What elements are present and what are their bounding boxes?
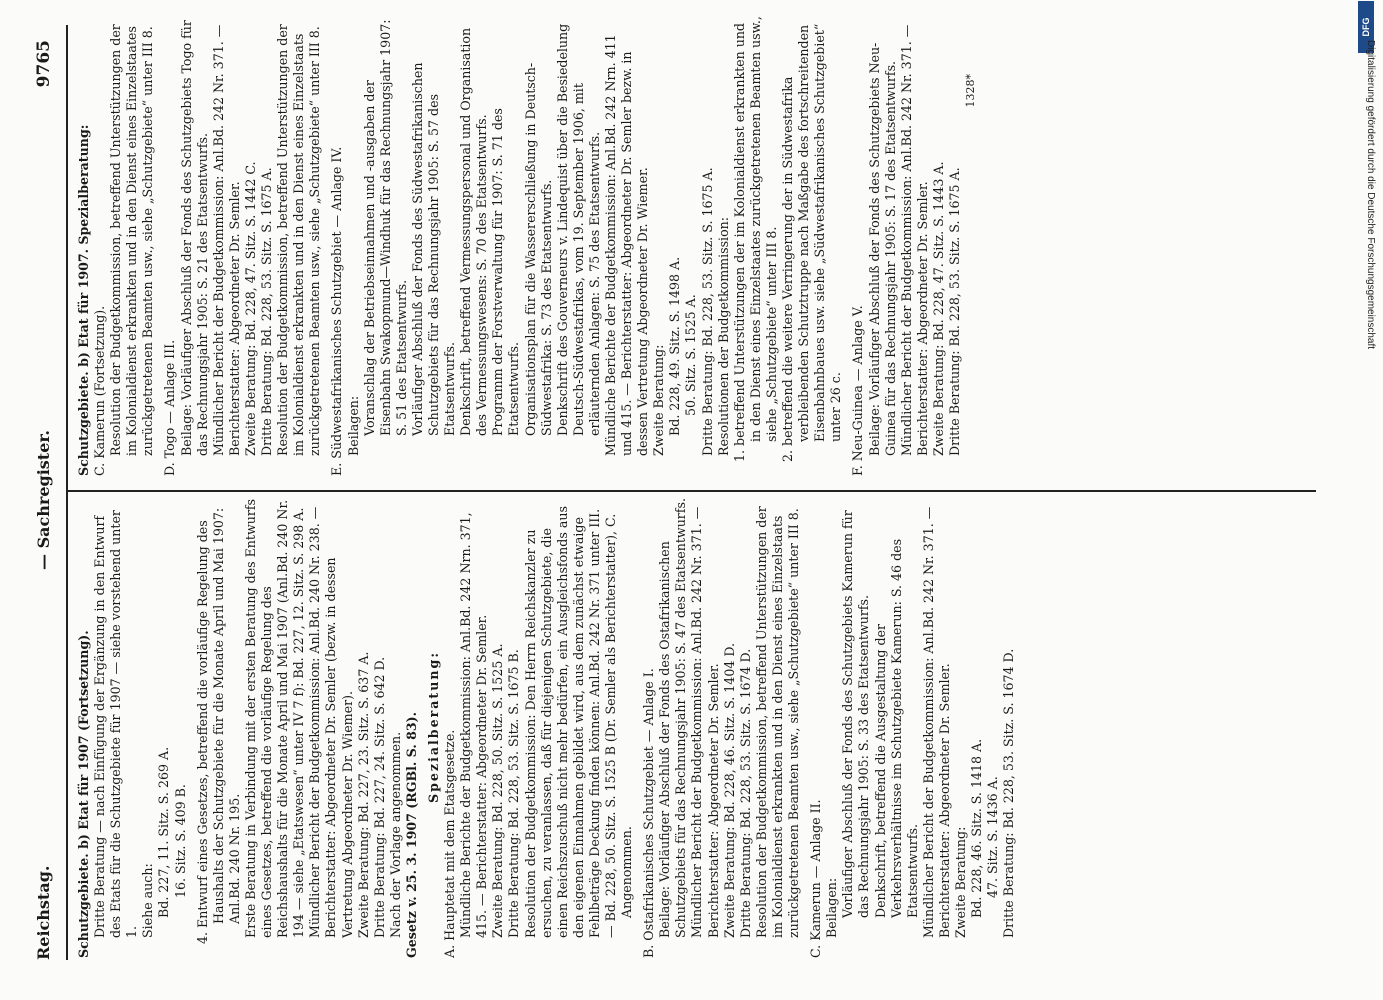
entry-reference: Dritte Beratung: Bd. 228, 53. Sitz. S. 1675 A. — [699, 167, 715, 456]
entry-reference: Dritte Beratung: Bd. 228, 53. Sitz. S. 1675 A. — [259, 167, 275, 456]
entry-reference: Bd. 227, 11. Sitz. S. 269 A. — [156, 746, 172, 918]
entry-text: Vorläufiger Abschluß der Fonds des Schutzgebiets Kamerun für das Rechnungsjahr 1905: S. 33 des Etatsentwurfs. — [840, 510, 872, 918]
entry-reference: Zweite Beratung: Bd. 227, 23. Sitz. S. 637 A. — [355, 651, 371, 938]
entry-text: Beilage: Vorläufiger Abschluß der Fonds des Schutzgebiets Neu-Guinea für das Rechnungsjahr 1905: S. 17 des Etatsentwurfs. — [866, 42, 898, 456]
entry-reference: 50. Sitz. S. 1525 A. — [683, 294, 699, 416]
entry-reference: Dritte Beratung: Bd. 228, 53. Sitz. S. 1675 A. — [946, 167, 962, 456]
section-heading: Spezialberatung: — [425, 651, 441, 803]
column-divider — [66, 491, 1316, 493]
entry-text: Resolution der Budgetkommission, betreffend Unterstützungen der im Kolonialdienst erkrankten und in den Dienst eines Einzelstaats zurückgetretenen Beamten usw., siehe „Schutzgebiete“ unter III 8. — [753, 506, 802, 938]
entry-reference: Dritte Beratung: Bd. 228, 53. Sitz. S. 1674 D. — [737, 648, 753, 938]
entry-text: Denkschrift, betreffend Vermessungspersonal und Organisation des Vermessungswesens: S. 70 des Etatsentwurfs. — [458, 27, 490, 436]
numbered-entry: 1. betreffend Unterstützungen der im Kolonialdienst erkrankten und in den Dienst eines Einzelstaates zurückgetretenen Beamten usw., siehe „Schutzgebiete“ unter III 8. — [731, 16, 779, 462]
subsection-heading: A. Hauptetat mit dem Etatsgesetze. — [442, 729, 458, 958]
digitization-note: Digitalisierung gefördert durch die Deutsche Forschungsgemeinschaft — [1365, 40, 1376, 350]
entry-text: Resolution der Budgetkommission, betreffend Unterstützungen der im Kolonialdienst erkrankten und in den Dienst eines Einzelstaates zurückgetretenen Beamten usw., siehe „Schutzgebiete“ unter III 8. — [108, 24, 156, 456]
entry-text: Angenommen. — [619, 826, 635, 918]
entry-text: Zweite Beratung: — [952, 826, 968, 938]
entry-reference: Dritte Beratung: Bd. 228, 53. Sitz. S. 1674 D. — [1001, 648, 1017, 938]
header-rule — [66, 25, 68, 960]
subsection-heading: C. Kamerun — Anlage II. — [808, 799, 824, 958]
subsection-heading: B. Ostafrikanisches Schutzgebiet — Anlage I. — [641, 668, 657, 958]
numbered-entry: 4. Entwurf eines Gesetzes, betreffend die vorläufige Regelung des Haushalts der Schutzgebiete für die Monate April und Mai 1907: Anl.Bd. 240 Nr. 195. — [194, 507, 242, 944]
entry-text: Siehe auch: — [140, 863, 156, 938]
entry-text: Nach der Vorlage angenommen. — [387, 731, 403, 938]
entry-text: Voranschlag der Betriebseinnahmen und -ausgaben der Eisenbahn Swakopmund—Windhuk für das Rechnungsjahr 1907: S. 51 des Etatsentwurfs. — [361, 19, 409, 436]
entry-reference: Zweite Beratung: Bd. 228, 46. Sitz. S. 1404 D. — [721, 643, 737, 938]
numbered-entry: 2. betreffend die weitere Verringerung der in Südwestafrika verbleibenden Schutztruppe nach Maßgabe des fortschreitenden Eisenbahnbaues usw. siehe „Südwestafrikanisches Schutzgebiet“ unter 26 c. — [780, 23, 844, 462]
entry-text: Beilagen: — [824, 877, 840, 938]
subsection-heading: C. Kamerun (Fortsetzung). — [92, 305, 108, 476]
entry-reference: Bd. 228, 46. Sitz. S. 1418 A. — [969, 738, 985, 918]
subsection-heading: F. Neu-Guinea — Anlage V. — [850, 305, 866, 476]
entry-text: Mündliche Berichte der Budgetkommission: Anl.Bd. 242 Nrn. 371, 415. — Berichterstatter: Abgeordneter Dr. Semler. — [458, 512, 490, 938]
entry-text: Mündlicher Bericht der Budgetkommission: Anl.Bd. 242 Nr. 371. — Berichterstatter: Abgeordneter Dr. Semler. — [920, 506, 952, 938]
entry-reference: Zweite Beratung: Bd. 228, 47. Sitz. S. 1443 A. — [930, 161, 946, 456]
entry-text: Beilage: Vorläufiger Abschluß der Fonds des Ostafrikanischen Schutzgebiets für das Rechnungsjahr 1905: S. 47 des Etatsentwurfs. — [657, 498, 689, 938]
entry-text: Beilage: Vorläufiger Abschluß der Fonds des Schutzgebiets Togo für das Rechnungsjahr 1905: S. 21 des Etatsentwurfs. — [178, 20, 210, 456]
entry-reference: Zweite Beratung: Bd. 228, 47. Sitz. S. 1442 C. — [242, 161, 258, 456]
entry-reference: Zweite Beratung: Bd. 228, 50. Sitz. S. 1525 A. — [490, 643, 506, 938]
entry-text: Resolution der Budgetkommission, betreffend Unterstützungen der im Kolonialdienst erkrankten und in den Dienst eines Einzelstaats zurückgetretenen Beamten usw., siehe „Schutzgebiete“ unter III 8. — [275, 24, 323, 456]
entry-reference: Dritte Beratung: Bd. 227, 24. Sitz. S. 642 D. — [371, 656, 387, 938]
entry-text: Mündlicher Bericht der Budgetkommission: Anl.Bd. 242 Nr. 371. — Berichterstatter: Abgeordneter Dr. Semler. — [210, 24, 242, 456]
running-head-center: — Sachregister. — [34, 430, 53, 570]
entry-text: Erste Beratung in Verbindung mit der ersten Beratung des Entwurfs eines Gesetzes, betreffend die vorläufige Regelung des Reichshaushalts für die Monate April und Mai 1907 (Anl.Bd. 240 Nr. 194 — siehe „Etatswesen“ unter IV 7 f): Bd. 227, 12. Sitz. S. 298 A. — [242, 499, 307, 938]
entry-text: Mündlicher Bericht der Budgetkommission: Anl.Bd. 242 Nr. 371. — Berichterstatter: Abgeordneter Dr. Semler. — [898, 24, 930, 456]
column-heading: Schutzgebiete. b) Etat für 1907 (Fortsetzung). — [76, 630, 91, 958]
left-column — [76, 496, 1316, 958]
entry-text: Denkschrift des Gouverneurs v. Lindequist über die Besiedelung Deutsch-Südwestafrikas, vom 19. September 1906, mit erläuternden Anlagen: S. 75 des Etatsentwurfs. — [554, 23, 602, 436]
entry-text: Mündliche Berichte der Budgetkommission: Anl.Bd. 242 Nrn. 411 und 415. — Berichterstatter: Abgeordneter Dr. Semler bezw. in dessen Vertretung Abgeordneter Dr. Wiemer. — [603, 34, 651, 456]
entry-reference: 47. Sitz. S. 1436 A. — [985, 776, 1001, 898]
entry-text: Vorläufiger Abschluß der Fonds des Südwestafrikanischen Schutzgebiets für das Rechnungsjahr 1905: S. 57 des Etatsentwurfs. — [409, 62, 458, 436]
entry-text: Denkschrift, betreffend die Ausgestaltung der Verkehrsverhältnisse im Schutzgebiete Kamerun: S. 46 des Etatsentwurfs. — [872, 538, 920, 918]
entry-text: Organisationsplan für die Wassererschließung in Deutsch-Südwestafrika: S. 73 des Etatsentwurfs. — [522, 62, 554, 436]
entry-text: Dritte Beratung — nach Einfügung der Ergänzung in den Entwurf des Etats für die Schutzgebiete für 1907 — siehe vorstehend unter 1. — [92, 510, 140, 938]
entry-text: Resolutionen der Budgetkommission: — [715, 216, 731, 456]
entry-reference: Dritte Beratung: Bd. 228, 53. Sitz. S. 1675 B. — [506, 649, 522, 938]
signature-mark: 1328* — [964, 74, 978, 108]
entry-text: Mündlicher Bericht der Budgetkommission: Anl.Bd. 240 Nr. 238. — Berichterstatter: Abgeordneter Dr. Semler (bezw. in dessen Vertretung Abgeordneter Dr. Wiemer). — [307, 506, 355, 938]
entry-text: Programm der Forstverwaltung für 1907: S. 71 des Etatsentwurfs. — [490, 108, 522, 436]
running-head-left: Reichstag. — [34, 865, 53, 960]
law-citation: Gesetz v. 25. 3. 1907 (RGBl. S. 83). — [403, 712, 419, 958]
entry-text: Zweite Beratung: — [651, 344, 667, 456]
column-heading: Schutzgebiete. b) Etat für 1907. Spezialberatung: — [76, 124, 91, 476]
right-column — [76, 14, 1316, 476]
dfg-logo-text: DFG — [1361, 17, 1371, 37]
entry-reference: 16. Sitz. S. 409 B. — [172, 784, 188, 898]
subsection-heading: D. Togo — Anlage III. — [162, 339, 178, 476]
entry-text: Beilagen: — [345, 395, 361, 456]
entry-text: Resolution der Budgetkommission: Den Herrn Reichskanzler zu ersuchen, zu veranlassen, daß für diejenigen Schutzgebiete, die einen Reichszuschuß nicht mehr bedürfen, ein Ausgleichsfonds aus den eigenen Einnahmen gebildet wird, aus dem zunächst etwaige Fehlbeträge Deckung finden können: Anl.Bd. 242 Nr. 371 unter III. — Bd. 228, 50. Sitz. S. 1525 B (Dr. Semler als Berichterstatter), C. — [522, 506, 618, 938]
entry-text: Mündlicher Bericht der Budgetkommission: Anl.Bd. 242 Nr. 371. — Berichterstatter: Abgeordneter Dr. Semler. — [689, 506, 721, 938]
subsection-heading: E. Südwestafrikanisches Schutzgebiet — Anlage IV. — [329, 146, 345, 476]
entry-reference: Bd. 228, 49. Sitz. S. 1498 A. — [667, 256, 683, 436]
page-number: 9765 — [34, 40, 54, 88]
